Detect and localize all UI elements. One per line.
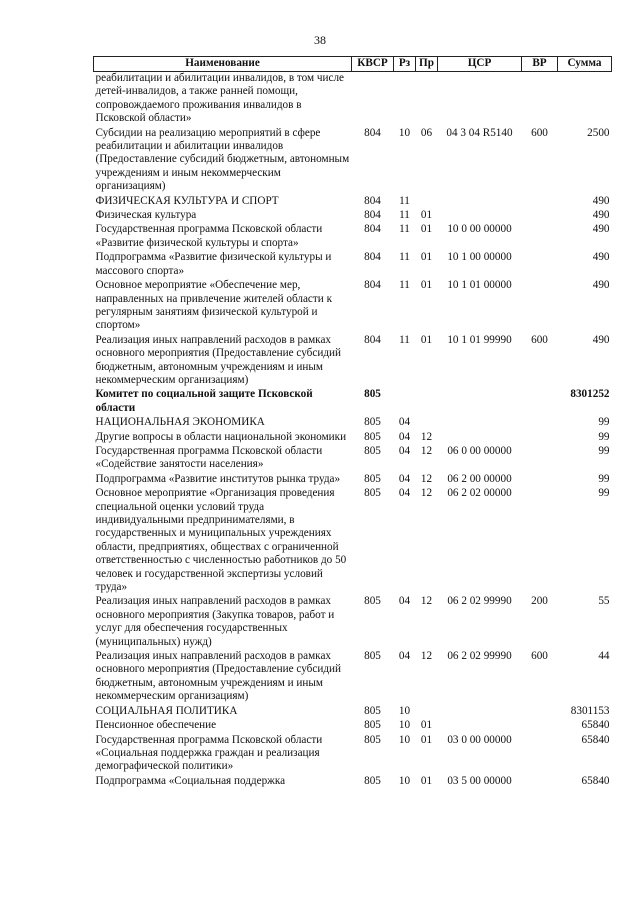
cell-name: Реализация иных направлений расходов в рамках основного мероприятия (Предоставление субсидий бюджетным, автономным учреждениям и иным некоммерческим организациям): [95, 333, 341, 386]
cell-rz: 04: [398, 416, 411, 429]
cell-rz: 04: [398, 472, 411, 485]
table-row: [94, 705, 612, 719]
cell-sum: 99: [598, 444, 610, 457]
table-row: [94, 195, 612, 209]
cell-kvsr: 805: [364, 388, 381, 401]
table-row: [94, 209, 612, 223]
cell-csr: 10 1 01 99990: [447, 333, 512, 346]
cell-name: Подпрограмма «Социальная поддержка: [95, 774, 286, 787]
cell-pr: 12: [420, 430, 433, 443]
cell-pr: 12: [420, 444, 433, 457]
cell-kvsr: 804: [364, 209, 381, 222]
cell-pr: 12: [420, 472, 433, 485]
cell-rz: 04: [398, 487, 411, 500]
table-row: [94, 650, 612, 705]
header-pr: Пр: [416, 57, 438, 72]
table-row: [94, 223, 612, 251]
cell-kvsr: 804: [364, 251, 381, 264]
cell-csr: 10 1 00 00000: [447, 251, 512, 264]
cell-rz: 10: [398, 126, 411, 139]
table-row: [94, 334, 612, 389]
cell-name: Субсидии на реализацию мероприятий в сфере реабилитации и абилитации инвалидов (Предоставление субсидий бюджетным, автономным учреждениям и иным некоммерческим организациям): [95, 126, 350, 193]
cell-name: Реализация иных направлений расходов в рамках основного мероприятия (Закупка товаров, работ и услуг для обеспечения государственных (муниципальных) нужд): [95, 595, 335, 648]
cell-kvsr: 804: [364, 194, 381, 207]
cell-pr: 01: [420, 733, 433, 746]
cell-vr: [522, 734, 558, 775]
cell-vr: 200: [531, 595, 548, 608]
cell-kvsr: 805: [364, 704, 381, 717]
table-row: [94, 473, 612, 487]
cell-pr: 01: [420, 279, 433, 292]
cell-rz: 04: [398, 650, 411, 663]
cell-kvsr: 805: [364, 774, 381, 787]
cell-name: Подпрограмма «Развитие институтов рынка труда»: [95, 472, 341, 485]
cell-name: Реализация иных направлений расходов в рамках основного мероприятия (Предоставление субсидий бюджетным, автономным учреждениям и иным некоммерческим организациям): [95, 650, 341, 703]
cell-rz: 04: [398, 444, 411, 457]
cell-sum: 99: [598, 416, 610, 429]
cell-vr: [522, 487, 558, 595]
cell-pr: [416, 195, 438, 209]
cell-vr: [522, 473, 558, 487]
cell-pr: 12: [420, 595, 433, 608]
cell-pr: 01: [420, 333, 433, 346]
cell-name: Основное мероприятие «Обеспечение мер, направленных на привлечение жителей области к регулярным занятиям физической культурой и спортом»: [95, 279, 332, 332]
cell-vr: [522, 431, 558, 445]
cell-csr: [438, 388, 522, 416]
cell-kvsr: 805: [364, 719, 381, 732]
table-row: [94, 734, 612, 775]
cell-name: Физическая культура: [95, 209, 197, 222]
table-row: [94, 72, 612, 127]
cell-csr: 10 1 01 00000: [447, 279, 512, 292]
cell-csr: [438, 72, 522, 127]
table-row: [94, 388, 612, 416]
cell-sum: 55: [598, 595, 610, 608]
cell-sum: 44: [598, 650, 610, 663]
table-row: [94, 445, 612, 473]
cell-rz: 11: [399, 194, 410, 207]
cell-kvsr: 804: [364, 279, 381, 292]
cell-csr: 06 2 02 99990: [447, 650, 512, 663]
cell-kvsr: 805: [364, 595, 381, 608]
cell-sum: [558, 72, 612, 127]
cell-rz: 11: [399, 223, 410, 236]
cell-csr: [438, 705, 522, 719]
cell-rz: [394, 72, 416, 127]
cell-sum: 8301153: [570, 704, 610, 717]
cell-rz: 10: [398, 704, 411, 717]
cell-csr: 06 2 02 00000: [447, 487, 512, 500]
cell-sum: 99: [598, 430, 610, 443]
cell-vr: [522, 251, 558, 279]
table-row: [94, 719, 612, 733]
cell-vr: 600: [531, 333, 548, 346]
table-row: [94, 251, 612, 279]
cell-csr: 04 3 04 R5140: [446, 126, 513, 139]
cell-kvsr: 805: [364, 650, 381, 663]
header-rz: Рз: [394, 57, 416, 72]
table-body: [94, 72, 612, 790]
cell-kvsr: 805: [364, 733, 381, 746]
cell-sum: 65840: [581, 733, 610, 746]
cell-sum: 490: [592, 194, 610, 207]
cell-rz: 10: [398, 719, 411, 732]
cell-vr: [522, 279, 558, 334]
cell-vr: [522, 195, 558, 209]
cell-vr: [522, 445, 558, 473]
cell-vr: [522, 719, 558, 733]
cell-pr: 12: [420, 650, 433, 663]
cell-csr: [438, 195, 522, 209]
cell-rz: 04: [398, 595, 411, 608]
cell-rz: 10: [398, 774, 411, 787]
cell-rz: [394, 388, 416, 416]
budget-table: [93, 56, 612, 789]
cell-pr: 12: [420, 487, 433, 500]
cell-kvsr: 804: [364, 223, 381, 236]
cell-csr: 06 2 00 00000: [447, 472, 512, 485]
cell-kvsr: 805: [364, 487, 381, 500]
cell-csr: [438, 431, 522, 445]
cell-vr: [522, 223, 558, 251]
header-name: Наименование: [94, 57, 352, 72]
cell-csr: 10 0 00 00000: [447, 223, 512, 236]
cell-vr: [522, 705, 558, 719]
cell-vr: [522, 416, 558, 430]
cell-kvsr: 805: [364, 472, 381, 485]
cell-sum: 490: [592, 209, 610, 222]
cell-vr: 600: [531, 126, 548, 139]
cell-rz: 11: [399, 209, 410, 222]
cell-csr: 03 5 00 00000: [447, 774, 512, 787]
cell-sum: 490: [592, 223, 610, 236]
cell-rz: 04: [398, 430, 411, 443]
cell-name: Государственная программа Псковской области «Социальная поддержка граждан и реализация демографической политики»: [95, 733, 323, 773]
table-row: [94, 431, 612, 445]
cell-name: ФИЗИЧЕСКАЯ КУЛЬТУРА И СПОРТ: [95, 194, 279, 207]
cell-sum: 490: [592, 333, 610, 346]
page-number: 38: [314, 33, 326, 47]
cell-name: Комитет по социальной защите Псковской области: [95, 388, 313, 414]
cell-kvsr: 804: [364, 126, 381, 139]
table-header-row: [94, 57, 612, 72]
cell-pr: [416, 705, 438, 719]
cell-pr: 01: [420, 209, 433, 222]
table-row: [94, 416, 612, 430]
cell-name: Пенсионное обеспечение: [95, 719, 217, 732]
table-row: [94, 595, 612, 650]
cell-name: СОЦИАЛЬНАЯ ПОЛИТИКА: [95, 704, 238, 717]
cell-vr: [522, 72, 558, 127]
cell-pr: 06: [420, 126, 433, 139]
cell-sum: 2500: [587, 126, 610, 139]
cell-name: Государственная программа Псковской области «Содействие занятости населения»: [95, 444, 323, 471]
cell-kvsr: 805: [364, 444, 381, 457]
cell-kvsr: 804: [364, 333, 381, 346]
cell-csr: 06 2 02 99990: [447, 595, 512, 608]
cell-kvsr: [352, 72, 394, 127]
cell-vr: [522, 209, 558, 223]
cell-csr: 03 0 00 00000: [447, 733, 512, 746]
cell-sum: 8301252: [570, 388, 610, 401]
cell-pr: [416, 416, 438, 430]
cell-sum: 65840: [581, 719, 610, 732]
cell-vr: [522, 775, 558, 789]
cell-pr: 01: [420, 719, 433, 732]
cell-pr: 01: [420, 223, 433, 236]
table-row: [94, 775, 612, 789]
cell-sum: 490: [592, 251, 610, 264]
header-csr: ЦСР: [438, 57, 522, 72]
cell-pr: 01: [420, 251, 433, 264]
cell-sum: 65840: [581, 774, 610, 787]
cell-csr: [438, 719, 522, 733]
header-vr: ВР: [522, 57, 558, 72]
cell-pr: 01: [420, 774, 433, 787]
cell-name: Другие вопросы в области национальной экономики: [95, 430, 347, 443]
cell-vr: [522, 388, 558, 416]
header-sum: Сумма: [558, 57, 612, 72]
cell-csr: [438, 209, 522, 223]
cell-name: НАЦИОНАЛЬНАЯ ЭКОНОМИКА: [95, 416, 265, 429]
cell-rz: 10: [398, 733, 411, 746]
cell-csr: 06 0 00 00000: [447, 444, 512, 457]
table-row: [94, 279, 612, 334]
cell-vr: 600: [531, 650, 548, 663]
table-row: [94, 487, 612, 595]
cell-kvsr: 805: [364, 430, 381, 443]
cell-rz: 11: [399, 251, 410, 264]
cell-name: Основное мероприятие «Организация проведения специальной оценки условий труда индивидуальными предпринимателями, в государственных и муниципальных учреждениях области, предприятиях, обществах с ограниченной ответственностью с численностью работников до 50 человек и государственной экспертизы условий труда»: [95, 487, 347, 594]
cell-name: Государственная программа Псковской области «Развитие физической культуры и спорта»: [95, 223, 323, 249]
cell-name: реабилитации и абилитации инвалидов, в том числе детей-инвалидов, а также ранней помощи, сопровождаемого проживания инвалидов в Псковской области»: [95, 72, 345, 125]
table-row: [94, 127, 612, 195]
cell-kvsr: 805: [364, 416, 381, 429]
cell-sum: 490: [592, 279, 610, 292]
cell-sum: 99: [598, 472, 610, 485]
cell-rz: 11: [399, 279, 410, 292]
cell-pr: [416, 388, 438, 416]
cell-pr: [416, 72, 438, 127]
cell-rz: 11: [399, 333, 410, 346]
cell-name: Подпрограмма «Развитие физической культуры и массового спорта»: [95, 251, 332, 277]
header-kvsr: КВСР: [352, 57, 394, 72]
cell-sum: 99: [598, 487, 610, 500]
cell-csr: [438, 416, 522, 430]
